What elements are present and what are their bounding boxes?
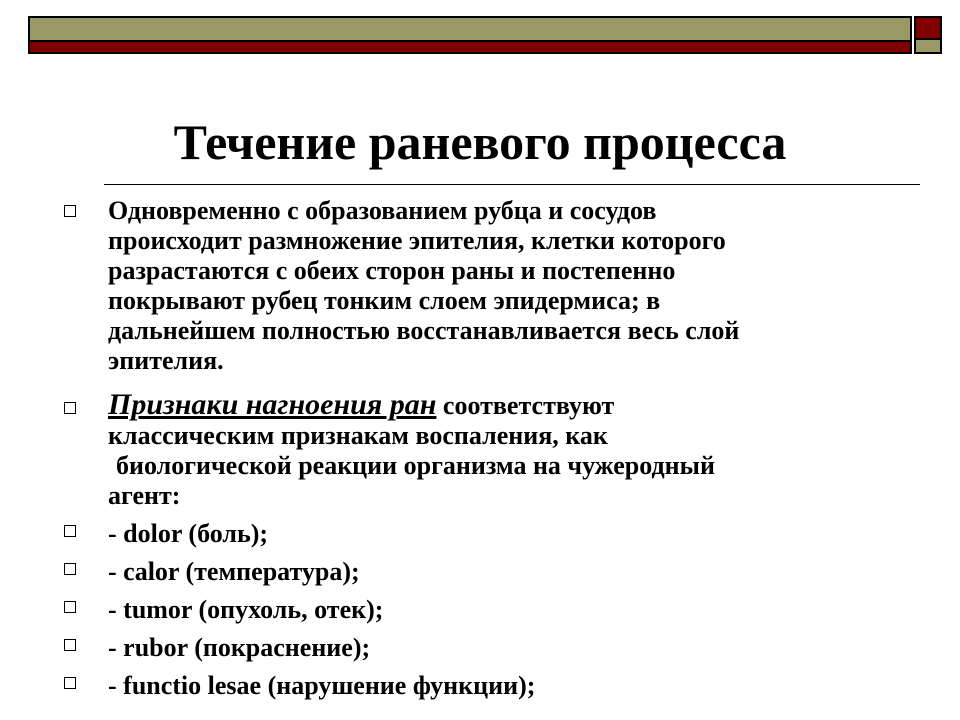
bullet-item-suppuration — [60, 390, 930, 511]
top-bar-maroon-stripe — [30, 40, 910, 54]
symptom-text: - calor (температура); — [108, 557, 360, 586]
symptom-text: - tumor (опухоль, отек); — [108, 595, 384, 624]
top-bar-olive-stripe — [30, 18, 910, 40]
square-bullet-icon — [64, 402, 76, 414]
square-bullet-icon — [64, 525, 76, 537]
paragraph-line: происходит размножение эпителия, клетки которого — [108, 226, 726, 255]
symptom-item-dolor — [60, 519, 930, 549]
paragraph-line-rest: соответствуют — [436, 391, 615, 420]
symptom-item-functio-lesae — [60, 671, 930, 701]
symptom-item-tumor — [60, 595, 930, 625]
square-bullet-icon — [64, 563, 76, 575]
square-bullet-icon — [64, 205, 76, 217]
corner-olive-block — [914, 38, 942, 54]
paragraph-line — [108, 390, 930, 421]
paragraph-line: классическим признакам воспаления, как — [108, 421, 608, 450]
symptom-text: - rubor (покраснение); — [108, 633, 371, 662]
symptom-item-rubor — [60, 633, 930, 663]
corner-maroon-block — [914, 16, 942, 40]
slide-title: Течение раневого процесса — [173, 114, 787, 170]
suppuration-signs-heading: Признаки нагноения ран — [108, 388, 437, 421]
slide-body — [60, 196, 930, 709]
symptom-text: - dolor (боль); — [108, 519, 269, 548]
paragraph-line: Одновременно с образованием рубца и сосудов — [108, 196, 657, 225]
symptom-item-calor — [60, 557, 930, 587]
paragraph-line: агент: — [108, 481, 181, 510]
paragraph-line: покрывают рубец тонким слоем эпидермиса; в — [108, 286, 661, 315]
paragraph-line: биологической реакции организма на чужеродный — [116, 451, 715, 480]
symptom-text: - functio lesae (нарушение функции); — [108, 671, 536, 700]
top-decorative-bar — [28, 16, 912, 54]
title-underline-rule — [104, 184, 920, 185]
paragraph-line: эпителия. — [108, 346, 224, 375]
paragraph-line: дальнейшем полностью восстанавливается весь слой — [108, 316, 740, 345]
square-bullet-icon — [64, 639, 76, 651]
square-bullet-icon — [64, 677, 76, 689]
bullet-item-epithelium — [60, 196, 930, 376]
square-bullet-icon — [64, 601, 76, 613]
paragraph-line: разрастаются с обеих сторон раны и постепенно — [108, 256, 676, 285]
